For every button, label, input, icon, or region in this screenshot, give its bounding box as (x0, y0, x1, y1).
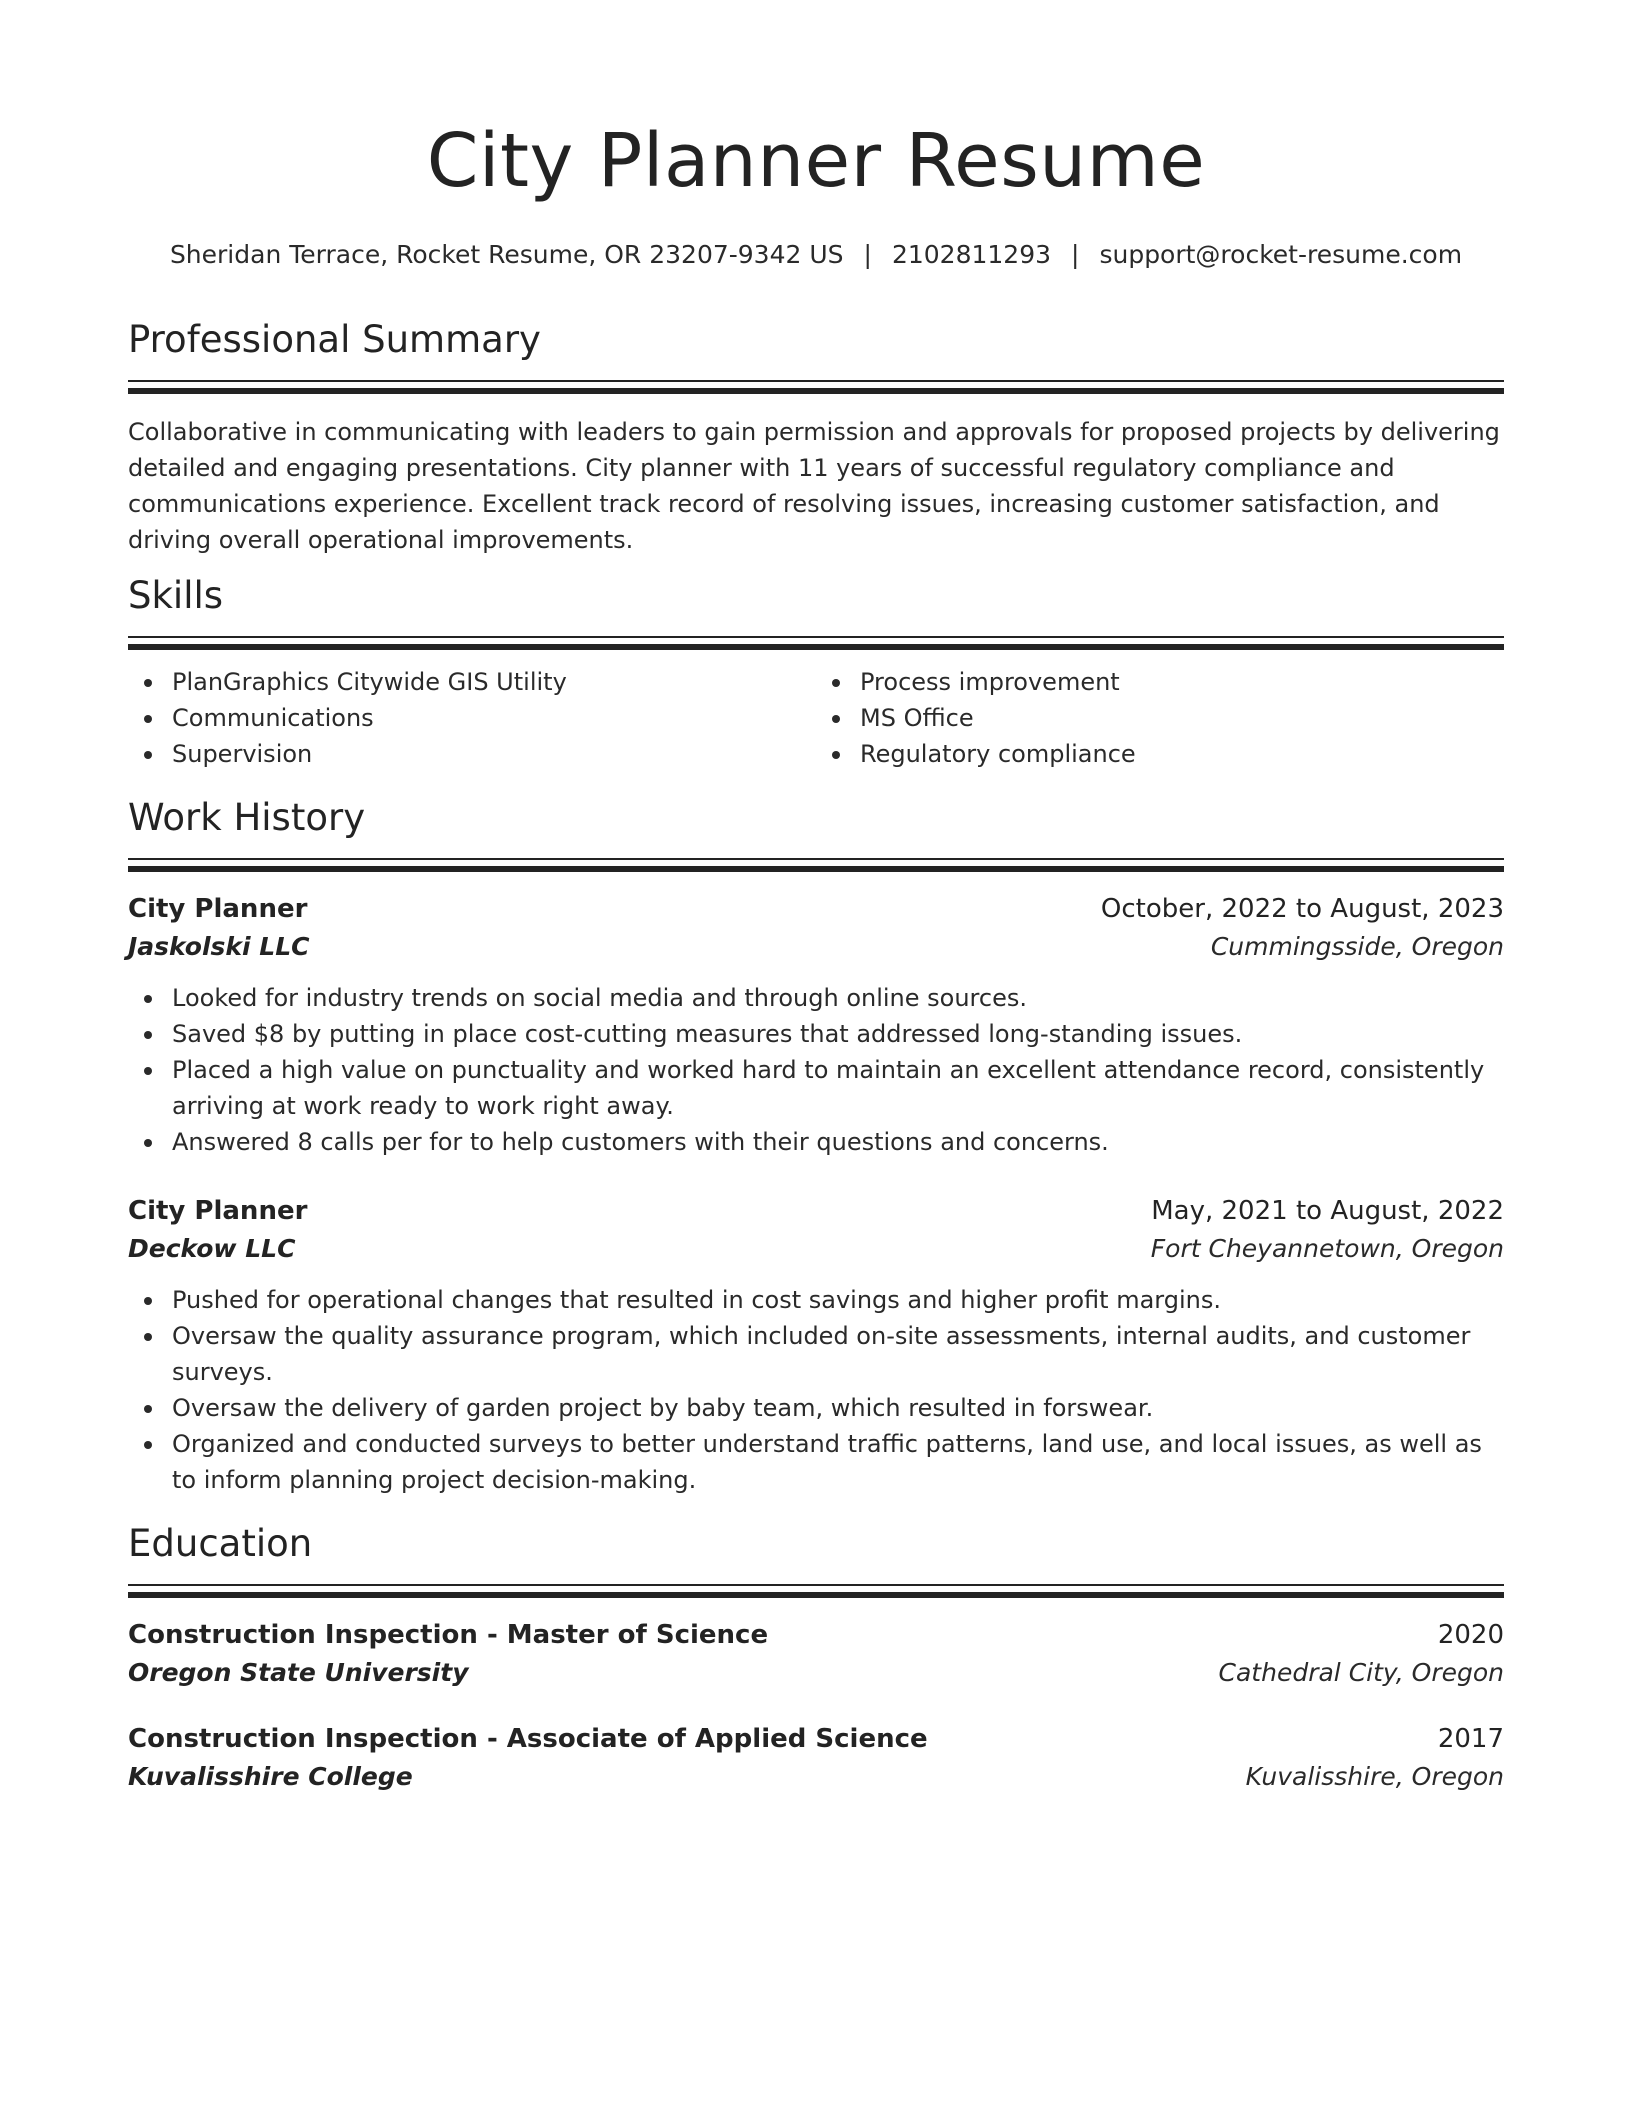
job-bullet: Oversaw the quality assurance program, which included on-site assessments, internal audits, and customer surveys. (128, 1318, 1504, 1390)
education-year: 2020 (1437, 1620, 1504, 1650)
job-bullet: Placed a high value on punctuality and worked hard to maintain an excellent attendance record, consistently arriving at work ready to work right away. (128, 1052, 1504, 1124)
job-bullets (128, 1282, 1504, 1498)
education-school: Kuvalisshire College (128, 1762, 413, 1791)
section-divider (128, 1584, 1504, 1586)
skill-item: Supervision (128, 736, 816, 772)
contact-line (128, 240, 1504, 269)
work-history-section (128, 796, 1504, 1498)
contact-address: Sheridan Terrace, Rocket Resume, OR 23207-9342 US (169, 240, 844, 269)
education-header-row (128, 1616, 1504, 1654)
job-bullet: Looked for industry trends on social media and through online sources. (128, 980, 1504, 1016)
job-dates: October, 2022 to August, 2023 (1100, 894, 1504, 924)
skill-item: Process improvement (816, 664, 1504, 700)
job-header-row (128, 1192, 1504, 1230)
education-location: Kuvalisshire, Oregon (1245, 1762, 1504, 1791)
section-divider-thick (128, 866, 1504, 872)
job-bullet: Organized and conducted surveys to better understand traffic patterns, land use, and local issues, as well as to inform planning project decision-making. (128, 1426, 1504, 1498)
job-company: Jaskolski LLC (128, 932, 310, 961)
education-school-row (128, 1654, 1504, 1692)
section-divider-thick (128, 644, 1504, 650)
job-bullet: Oversaw the delivery of garden project by baby team, which resulted in forswear. (128, 1390, 1504, 1426)
education-entry (128, 1616, 1504, 1692)
job-company: Deckow LLC (128, 1234, 296, 1263)
section-divider (128, 858, 1504, 860)
education-school-row (128, 1758, 1504, 1796)
skills-section (128, 574, 1504, 772)
education-school: Oregon State University (128, 1658, 469, 1687)
resume-page (128, 0, 1504, 2112)
skills-columns (128, 664, 1504, 772)
job-bullets (128, 980, 1504, 1160)
summary-section (128, 318, 1504, 558)
education-year: 2017 (1437, 1724, 1504, 1754)
job-company-row (128, 928, 1504, 966)
job-company-row (128, 1230, 1504, 1268)
job-bullet: Saved $8 by putting in place cost-cutting measures that addressed long-standing issues. (128, 1016, 1504, 1052)
job-location: Cummingsside, Oregon (1210, 932, 1504, 961)
education-degree: Construction Inspection - Associate of Applied Science (128, 1724, 928, 1754)
education-section (128, 1522, 1504, 1796)
skills-list-right (816, 664, 1504, 772)
section-divider-thick (128, 1592, 1504, 1598)
skill-item: Communications (128, 700, 816, 736)
section-heading: Education (128, 1522, 313, 1565)
section-heading: Skills (128, 574, 224, 617)
skills-list-left (128, 664, 816, 772)
section-divider (128, 380, 1504, 382)
skill-item: Regulatory compliance (816, 736, 1504, 772)
job-bullet: Pushed for operational changes that resulted in cost savings and higher profit margins. (128, 1282, 1504, 1318)
resume-title: City Planner Resume (426, 118, 1206, 204)
contact-phone: 2102811293 (891, 240, 1052, 269)
education-degree: Construction Inspection - Master of Science (128, 1620, 769, 1650)
education-entry (128, 1720, 1504, 1796)
contact-email[interactable]: support@rocket-resume.com (1099, 240, 1463, 269)
job-entry (128, 890, 1504, 1160)
job-header-row (128, 890, 1504, 928)
summary-text: Collaborative in communicating with leaders to gain permission and approvals for proposed projects by delivering detailed and engaging presentations. City planner with 11 years of successful regulatory compliance and communications experience. Excellent track record of resolving issues, increasing customer satisfaction, and driving overall operational improvements. (128, 418, 1500, 554)
section-divider-thick (128, 388, 1504, 394)
section-divider (128, 636, 1504, 638)
contact-separator: | (863, 240, 872, 269)
skill-item: PlanGraphics Citywide GIS Utility (128, 664, 816, 700)
education-header-row (128, 1720, 1504, 1758)
contact-separator: | (1071, 240, 1080, 269)
job-title: City Planner (128, 1196, 308, 1226)
job-dates: May, 2021 to August, 2022 (1151, 1196, 1504, 1226)
education-location: Cathedral City, Oregon (1218, 1658, 1504, 1687)
job-entry (128, 1192, 1504, 1498)
section-heading: Work History (128, 796, 366, 839)
job-location: Fort Cheyannetown, Oregon (1150, 1234, 1504, 1263)
job-title: City Planner (128, 894, 308, 924)
skill-item: MS Office (816, 700, 1504, 736)
job-bullet: Answered 8 calls per for to help customers with their questions and concerns. (128, 1124, 1504, 1160)
section-heading: Professional Summary (128, 318, 541, 361)
